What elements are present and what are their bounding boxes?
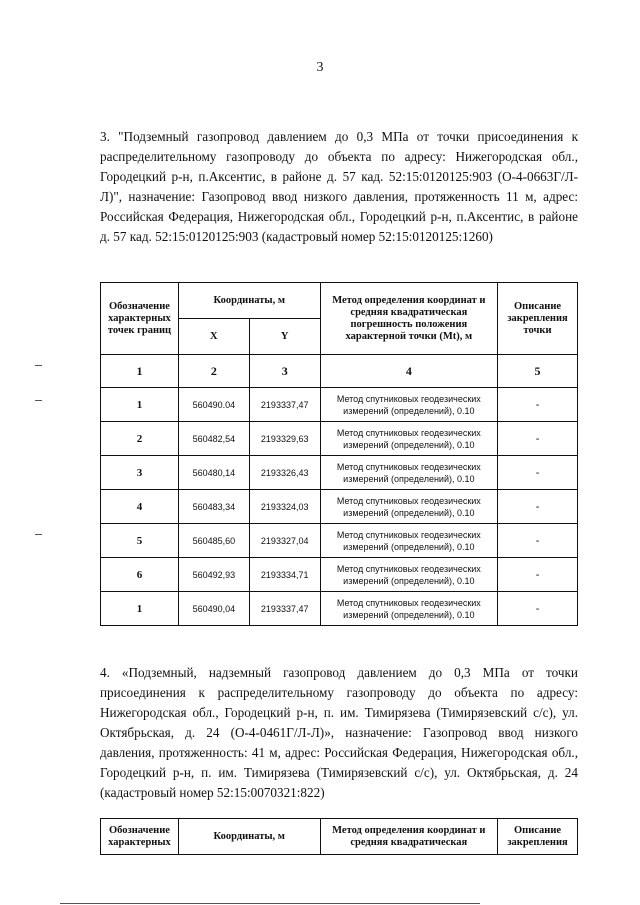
scan-mark xyxy=(35,365,42,366)
coord-x: 560492,93 xyxy=(178,558,249,592)
coordinates-table-1 xyxy=(100,282,578,626)
coordinates-table-2 xyxy=(100,818,578,855)
header-x: X xyxy=(178,319,249,355)
table-row xyxy=(101,490,578,524)
point-id: 2 xyxy=(101,422,179,456)
method: Метод спутниковых геодезических измерений (определений), 0.10 xyxy=(320,490,497,524)
section-4-text: 4. «Подземный, надземный газопровод давлением до 0,3 МПа от точки присоединения к распределительному газопроводу до объекта по адресу: Нижегородская обл., Городецкий р-н, п. им. Тимирязева (Тимирязевский с/с), ул. Октябрьская, д. 24 (О-4-0461Г/Л-Л)», назначение: Газопровод ввод низкого давления, протяженность: 41 м, адрес: Российская Федерация, Нижегородская обл., Городецкий р-н, п. им. Тимирязева (Тимирязевский с/с), ул. Октябрьская, д. 24 (кадастровый номер 52:15:0070321:822) xyxy=(100,665,578,800)
table-row xyxy=(101,524,578,558)
description: - xyxy=(498,524,578,558)
header-y: Y xyxy=(249,319,320,355)
scan-mark xyxy=(60,903,480,904)
coord-y: 2193327,04 xyxy=(249,524,320,558)
coord-y: 2193329,63 xyxy=(249,422,320,456)
coord-y: 2193337,47 xyxy=(249,388,320,422)
header-point: Обозначение характерных xyxy=(101,819,179,855)
method: Метод спутниковых геодезических измерений (определений), 0.10 xyxy=(320,524,497,558)
coord-x: 560480,14 xyxy=(178,456,249,490)
coord-x: 560482,54 xyxy=(178,422,249,456)
point-id: 4 xyxy=(101,490,179,524)
method: Метод спутниковых геодезических измерений (определений), 0.10 xyxy=(320,558,497,592)
coord-y: 2193324,03 xyxy=(249,490,320,524)
header-point: Обозначение характерных точек границ xyxy=(101,283,179,355)
scan-mark xyxy=(35,534,42,535)
header-method: Метод определения координат и средняя квадратическая xyxy=(320,819,498,855)
description: - xyxy=(498,456,578,490)
table-row xyxy=(101,388,578,422)
page-number: 3 xyxy=(316,60,324,75)
coord-y: 2193337,47 xyxy=(249,592,320,626)
method: Метод спутниковых геодезических измерений (определений), 0.10 xyxy=(320,422,497,456)
coord-y: 2193326,43 xyxy=(249,456,320,490)
method: Метод спутниковых геодезических измерений (определений), 0.10 xyxy=(320,592,497,626)
table-row xyxy=(101,422,578,456)
scan-mark xyxy=(35,400,42,401)
table-row xyxy=(101,558,578,592)
point-id: 1 xyxy=(101,388,179,422)
section-3-text: 3. "Подземный газопровод давлением до 0,3 МПа от точки присоединения к распределительному газопроводу до объекта по адресу: Нижегородская обл., Городецкий р-н, п.Аксентис, в районе д. 57 кад. 52:15:0120125:903 (О-4-0663Г/Л-Л)", назначение: Газопровод ввод низкого давления, протяженность 11 м, адрес: Российская Федерация, Нижегородская обл., Городецкий р-н, п.Аксентис, в районе д. 57 кад. 52:15:0120125:903 (кадастровый номер 52:15:0120125:1260) xyxy=(100,129,578,244)
method: Метод спутниковых геодезических измерений (определений), 0.10 xyxy=(320,456,497,490)
point-id: 3 xyxy=(101,456,179,490)
table-row xyxy=(101,456,578,490)
col-number: 4 xyxy=(320,355,497,388)
method: Метод спутниковых геодезических измерений (определений), 0.10 xyxy=(320,388,497,422)
description: - xyxy=(498,388,578,422)
col-number: 1 xyxy=(101,355,179,388)
point-id: 5 xyxy=(101,524,179,558)
header-method: Метод определения координат и средняя квадратическая погрешность положения характерной точки (Mt), м xyxy=(320,283,497,355)
point-id: 1 xyxy=(101,592,179,626)
description: - xyxy=(498,422,578,456)
description: - xyxy=(498,558,578,592)
table-row xyxy=(101,592,578,626)
col-number: 2 xyxy=(178,355,249,388)
coord-y: 2193334,71 xyxy=(249,558,320,592)
header-desc: Описание закрепления xyxy=(498,819,578,855)
description: - xyxy=(498,592,578,626)
header-coords: Координаты, м xyxy=(178,819,320,855)
coord-x: 560490,04 xyxy=(178,592,249,626)
coord-x: 560490.04 xyxy=(178,388,249,422)
point-id: 6 xyxy=(101,558,179,592)
description: - xyxy=(498,490,578,524)
col-number: 5 xyxy=(498,355,578,388)
coord-x: 560483,34 xyxy=(178,490,249,524)
header-desc: Описание закрепления точки xyxy=(498,283,578,355)
col-number: 3 xyxy=(249,355,320,388)
header-coords: Координаты, м xyxy=(178,283,320,319)
coord-x: 560485,60 xyxy=(178,524,249,558)
